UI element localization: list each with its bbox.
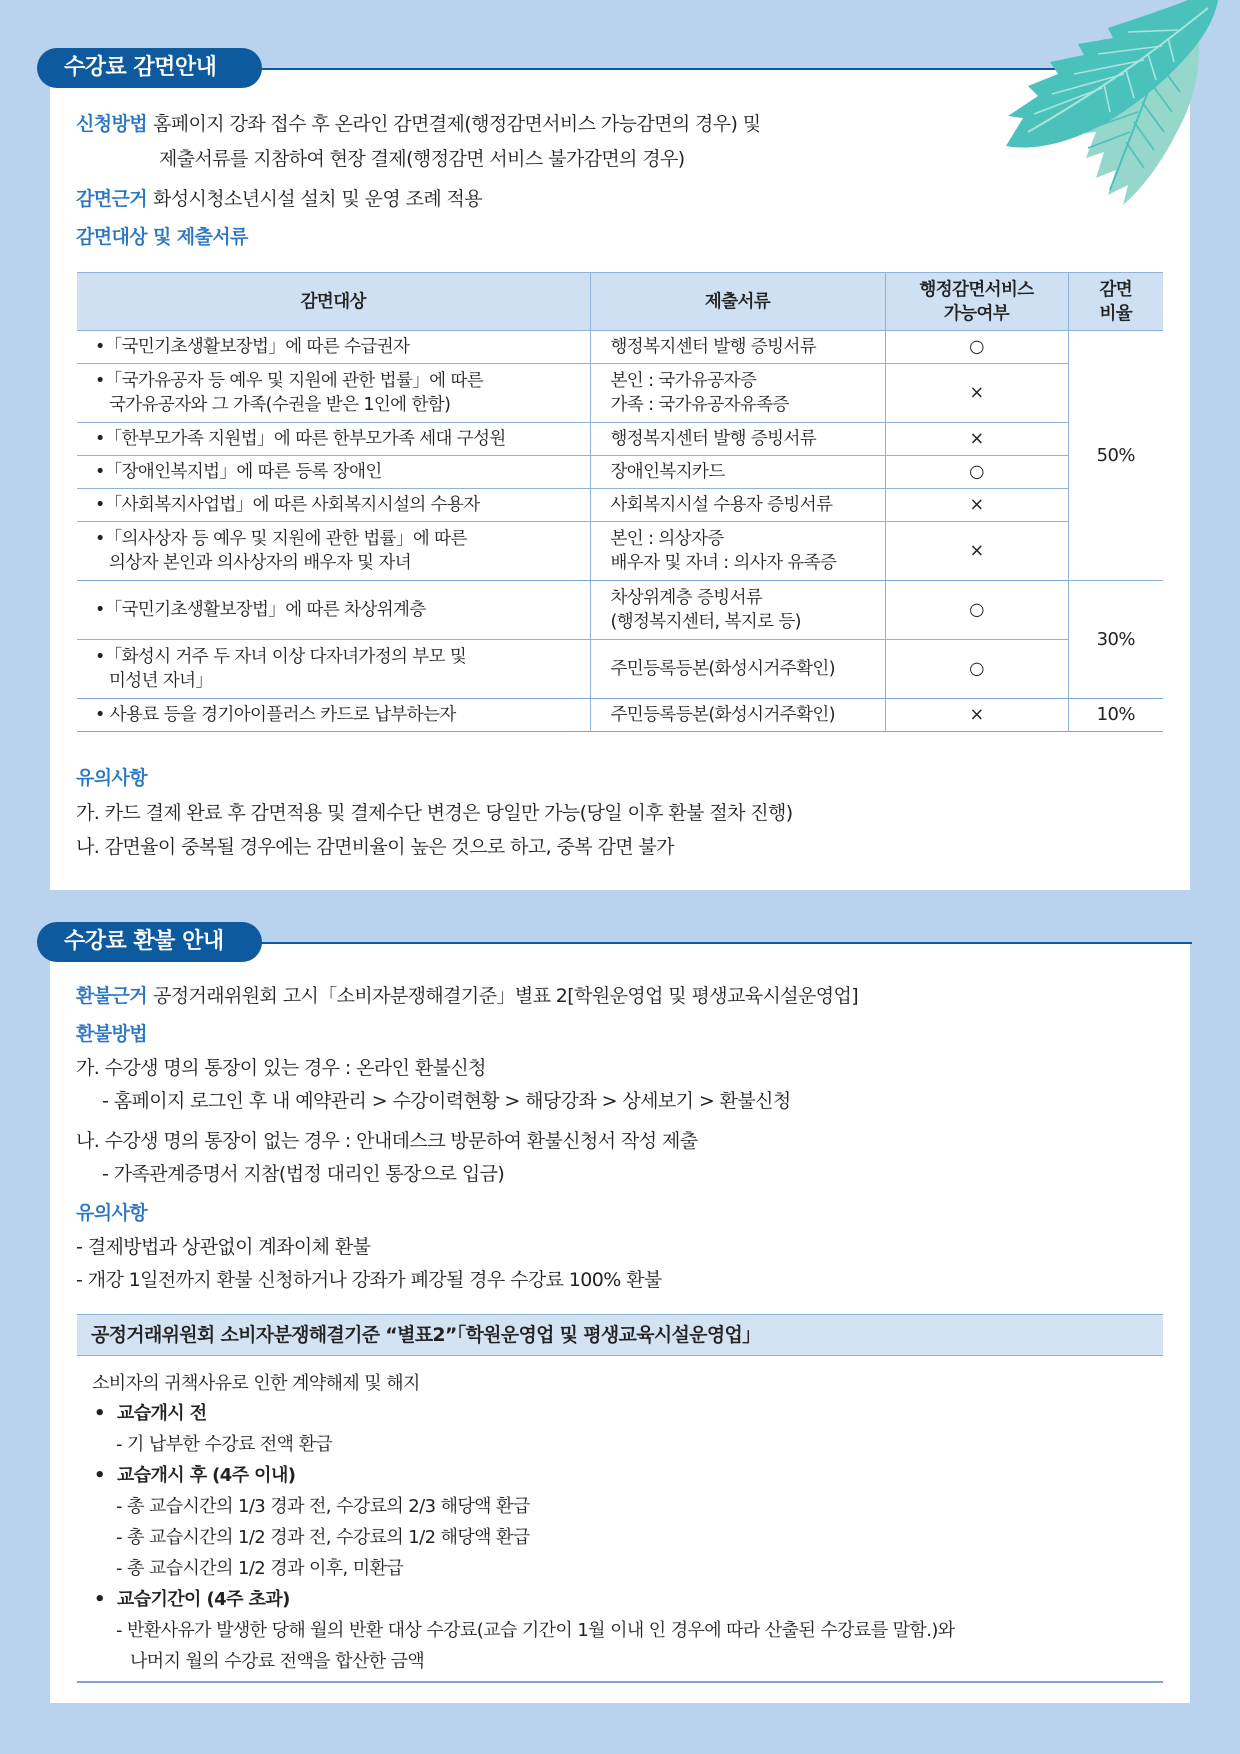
apply-method-line2: 제출서류를 지참하여 현장 결제(행정감면 서비스 불가감면의 경우) [159, 148, 685, 170]
table-row [77, 364, 1163, 423]
admin-service-cell: ○ [885, 640, 1068, 699]
table-row [77, 699, 1163, 732]
target-text-cont: 국가유공자와 그 가족(수권을 받은 1인에 한함) [109, 395, 451, 415]
refund-note-item: - 개강 1일전까지 환불 신청하거나 강좌가 폐강될 경우 수강료 100% 환불 [76, 1269, 662, 1291]
discount-table [77, 272, 1163, 732]
standard-title: 공정거래위원회 소비자분쟁해결기준 “별표2”「학원운영업 및 평생교육시설운영업」 [77, 1314, 1163, 1356]
rate-header-line1: 감면 [1099, 279, 1133, 300]
refund-notes-heading: 유의사항 [76, 1202, 148, 1224]
targets-heading: 감면대상 및 제출서류 [76, 226, 248, 248]
admin-service-cell: × [885, 699, 1068, 732]
refund-method-a-title: 가. 수강생 명의 통장이 있는 경우 : 온라인 환불신청 [76, 1057, 486, 1079]
document-cell [590, 581, 885, 640]
discount-notes-heading: 유의사항 [76, 767, 148, 789]
discount-basis-text: 화성시청소년시설 설치 및 운영 조례 적용 [153, 188, 483, 210]
document-cell: 행정복지센터 발행 증빙서류 [590, 423, 885, 456]
standard-intro: 소비자의 귀책사유로 인한 계약해제 및 해지 [92, 1373, 420, 1394]
standard-after-item: - 총 교습시간의 1/3 경과 전, 수강료의 2/3 해당액 환급 [116, 1496, 530, 1517]
document-cell: 장애인복지카드 [590, 456, 885, 489]
standard-bottom-divider [77, 1681, 1163, 1683]
target-text: •「국가유공자 등 예우 및 지원에 관한 법률」에 따른 [95, 371, 484, 391]
target-cell [77, 522, 590, 581]
standard-after-item: - 총 교습시간의 1/2 경과 전, 수강료의 1/2 해당액 환급 [116, 1527, 530, 1548]
document-cell: 사회복지시설 수용자 증빙서류 [590, 489, 885, 522]
target-text: •「화성시 거주 두 자녀 이상 다자녀가정의 부모 및 [95, 647, 467, 667]
discount-basis-label: 감면근거 [76, 188, 148, 210]
discount-note-item: 나. 감면율이 중복될 경우에는 감면비율이 높은 것으로 하고, 중복 감면 불가 [76, 836, 674, 858]
target-cell [77, 456, 590, 489]
col-header-target: 감면대상 [77, 273, 590, 331]
admin-service-cell: × [885, 489, 1068, 522]
standard-before-title [94, 1399, 207, 1425]
document-text-cont: 배우자 및 자녀 : 의사자 유족증 [610, 553, 837, 573]
standard-after-title [94, 1461, 295, 1487]
document-text: 본인 : 의상자증 [610, 529, 724, 549]
standard-over-item: - 반환사유가 발생한 당해 월의 반환 대상 수강료(교습 기간이 1월 이내 인 경우에 따라 산출된 수강료를 말함.)와 [116, 1620, 955, 1641]
document-cell: 주민등록등본(화성시거주확인) [590, 699, 885, 732]
target-cell [77, 489, 590, 522]
leaf-decoration-icon [978, 0, 1218, 210]
table-row [77, 331, 1163, 364]
discount-basis [76, 184, 482, 211]
admin-service-header-line2: 가능여부 [943, 303, 1010, 324]
refund-basis-label: 환불근거 [76, 985, 148, 1007]
col-header-rate [1068, 273, 1163, 331]
apply-method-label: 신청방법 [76, 113, 148, 135]
target-text: •「사회복지사업법」에 따른 사회복지시설의 수용자 [95, 495, 480, 515]
table-row [77, 581, 1163, 640]
target-cell [77, 640, 590, 699]
admin-service-cell: ○ [885, 456, 1068, 489]
admin-service-cell: × [885, 364, 1068, 423]
refund-method-b-title: 나. 수강생 명의 통장이 없는 경우 : 안내데스크 방문하여 환불신청서 작성 제출 [76, 1130, 698, 1152]
target-text: •「의사상자 등 예우 및 지원에 관한 법률」에 따른 [95, 529, 467, 549]
bullet-icon: • [94, 1403, 105, 1424]
refund-section-title: 수강료 환불 안내 [37, 922, 262, 962]
document-cell: 행정복지센터 발행 증빙서류 [590, 331, 885, 364]
rate-header-line2: 비율 [1099, 303, 1133, 324]
admin-service-cell: × [885, 423, 1068, 456]
over-title-text: 교습기간이 (4주 초과) [116, 1589, 290, 1610]
before-title-text: 교습개시 전 [116, 1403, 207, 1424]
refund-method-heading: 환불방법 [76, 1023, 148, 1045]
apply-method-text: 홈페이지 강좌 접수 후 온라인 감면결제(행정감면서비스 가능감면의 경우) 및 [153, 113, 761, 135]
admin-service-cell: ○ [885, 581, 1068, 640]
col-header-documents: 제출서류 [590, 273, 885, 331]
table-row [77, 522, 1163, 581]
admin-service-cell: × [885, 522, 1068, 581]
rate-cell-50: 50% [1068, 331, 1163, 581]
target-cell [77, 699, 590, 732]
standard-before-item: - 기 납부한 수강료 전액 환급 [116, 1434, 333, 1455]
admin-service-header-line1: 행정감면서비스 [919, 279, 1034, 300]
rate-cell-30: 30% [1068, 581, 1163, 699]
document-cell: 주민등록등본(화성시거주확인) [590, 640, 885, 699]
admin-service-cell: ○ [885, 331, 1068, 364]
target-cell [77, 423, 590, 456]
refund-basis [76, 981, 858, 1008]
document-cell [590, 522, 885, 581]
target-text-cont: 미성년 자녀」 [109, 671, 213, 691]
table-row [77, 489, 1163, 522]
table-row [77, 640, 1163, 699]
document-text: 차상위계층 증빙서류 [610, 588, 763, 608]
target-text: • 사용료 등을 경기아이플러스 카드로 납부하는자 [95, 705, 456, 725]
discount-note-item: 가. 카드 결제 완료 후 감면적용 및 결제수단 변경은 당일만 가능(당일 이후 환불 절차 진행) [76, 802, 793, 824]
document-text: 본인 : 국가유공자증 [610, 371, 757, 391]
document-text-cont: (행정복지센터, 복지로 등) [610, 612, 801, 632]
refund-basis-text: 공정거래위원회 고시「소비자분쟁해결기준」별표 2[학원운영업 및 평생교육시설운영업] [153, 985, 859, 1007]
refund-card [50, 943, 1190, 1703]
table-header-row [77, 273, 1163, 331]
target-text: •「국민기초생활보장법」에 따른 수급권자 [95, 337, 410, 357]
rate-cell-10: 10% [1068, 699, 1163, 732]
refund-method-b-detail: - 가족관계증명서 지참(법정 대리인 통장으로 입금) [102, 1163, 505, 1185]
col-header-admin-service [885, 273, 1068, 331]
standard-over-title [94, 1585, 290, 1611]
standard-after-item: - 총 교습시간의 1/2 경과 이후, 미환급 [116, 1558, 404, 1579]
table-row [77, 423, 1163, 456]
bullet-icon: • [94, 1589, 105, 1610]
target-cell [77, 364, 590, 423]
refund-note-item: - 결제방법과 상관없이 계좌이체 환불 [76, 1236, 371, 1258]
target-text: •「장애인복지법」에 따른 등록 장애인 [95, 462, 382, 482]
target-text: •「국민기초생활보장법」에 따른 차상위계층 [95, 600, 426, 620]
standard-over-item-cont: 나머지 월의 수강료 전액을 합산한 금액 [130, 1651, 425, 1672]
document-text-cont: 가족 : 국가유공자유족증 [610, 395, 789, 415]
document-cell [590, 364, 885, 423]
table-row [77, 456, 1163, 489]
refund-method-a-detail: - 홈페이지 로그인 후 내 예약관리 > 수강이력현황 > 해당강좌 > 상세보기 > 환불신청 [102, 1090, 791, 1112]
bullet-icon: • [94, 1465, 105, 1486]
target-text: •「한부모가족 지원법」에 따른 한부모가족 세대 구성원 [95, 429, 506, 449]
target-cell [77, 581, 590, 640]
target-text-cont: 의상자 본인과 의사상자의 배우자 및 자녀 [109, 553, 411, 573]
target-cell [77, 331, 590, 364]
header-divider [257, 942, 1192, 944]
apply-method-line1 [76, 109, 761, 136]
discount-section-title: 수강료 감면안내 [37, 48, 262, 88]
after-title-text: 교습개시 후 (4주 이내) [116, 1465, 296, 1486]
